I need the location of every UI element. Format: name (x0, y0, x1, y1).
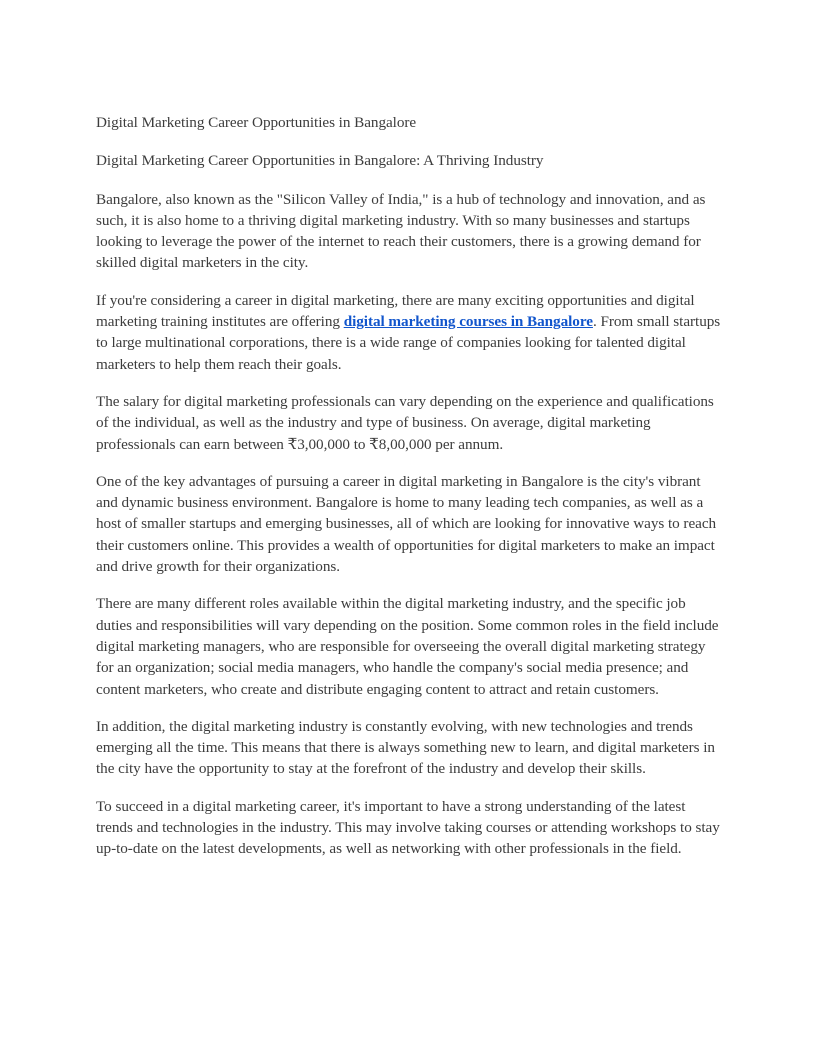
document-subtitle: Digital Marketing Career Opportunities in Bangalore: A Thriving Industry (96, 152, 544, 170)
paragraph-opportunities-text-before: If you're considering a career in digital marketing, there are many exciting opportunities and digital marketing training institutes are offering (96, 291, 695, 331)
paragraph-roles: There are many different roles available within the digital marketing industry, and the specific job duties and responsibilities will vary depending on the position. Some common roles in the field include digital marketing managers, who are responsible for overseeing the overall digital marketing strategy for an organization; social media managers, who handle the company's social media presence; and content marketers, who create and distribute engaging content to attract and retain customers. (96, 595, 719, 698)
paragraph-opportunities-text-after: . From small startups to large multinational corporations, there is a wide range of companies looking for talented digital marketers to help them reach their goals. (96, 313, 721, 373)
paragraph-intro: Bangalore, also known as the "Silicon Valley of India," is a hub of technology and innovation, and as such, it is also home to a thriving digital marketing industry. With so many businesses and startups looking to leverage the power of the internet to reach their customers, there is a growing demand for skilled digital marketers in the city. (96, 190, 706, 272)
courses-link[interactable]: digital marketing courses in Bangalore (343, 313, 593, 331)
paragraph-salary: The salary for digital marketing professionals can vary depending on the experience and qualifications of the individual, as well as the industry and type of business. On average, digital marketing professionals can earn between ₹3,00,000 to ₹8,00,000 per annum. (96, 392, 714, 453)
document-page (96, 112, 724, 876)
paragraph-advantages: One of the key advantages of pursuing a career in digital marketing in Bangalore is the city's vibrant and dynamic business environment. Bangalore is home to many leading tech companies, as well as a host of smaller startups and emerging businesses, all of which are looking for innovative ways to reach their customers online. This provides a wealth of opportunities for digital marketers to make an impact and drive growth for their organizations. (96, 472, 717, 576)
paragraph-success: To succeed in a digital marketing career, it's important to have a strong understanding of the latest trends and technologies in the industry. This may involve taking courses or attending workshops to stay up-to-date on the latest developments, as well as networking with other professionals in the field. (96, 797, 720, 858)
paragraph-evolving: In addition, the digital marketing industry is constantly evolving, with new technologies and trends emerging all the time. This means that there is always something new to learn, and digital marketers in the city have the opportunity to stay at the forefront of the industry and develop their skills. (96, 717, 715, 778)
document-title: Digital Marketing Career Opportunities in Bangalore (96, 114, 417, 131)
paragraph-opportunities (96, 290, 724, 375)
